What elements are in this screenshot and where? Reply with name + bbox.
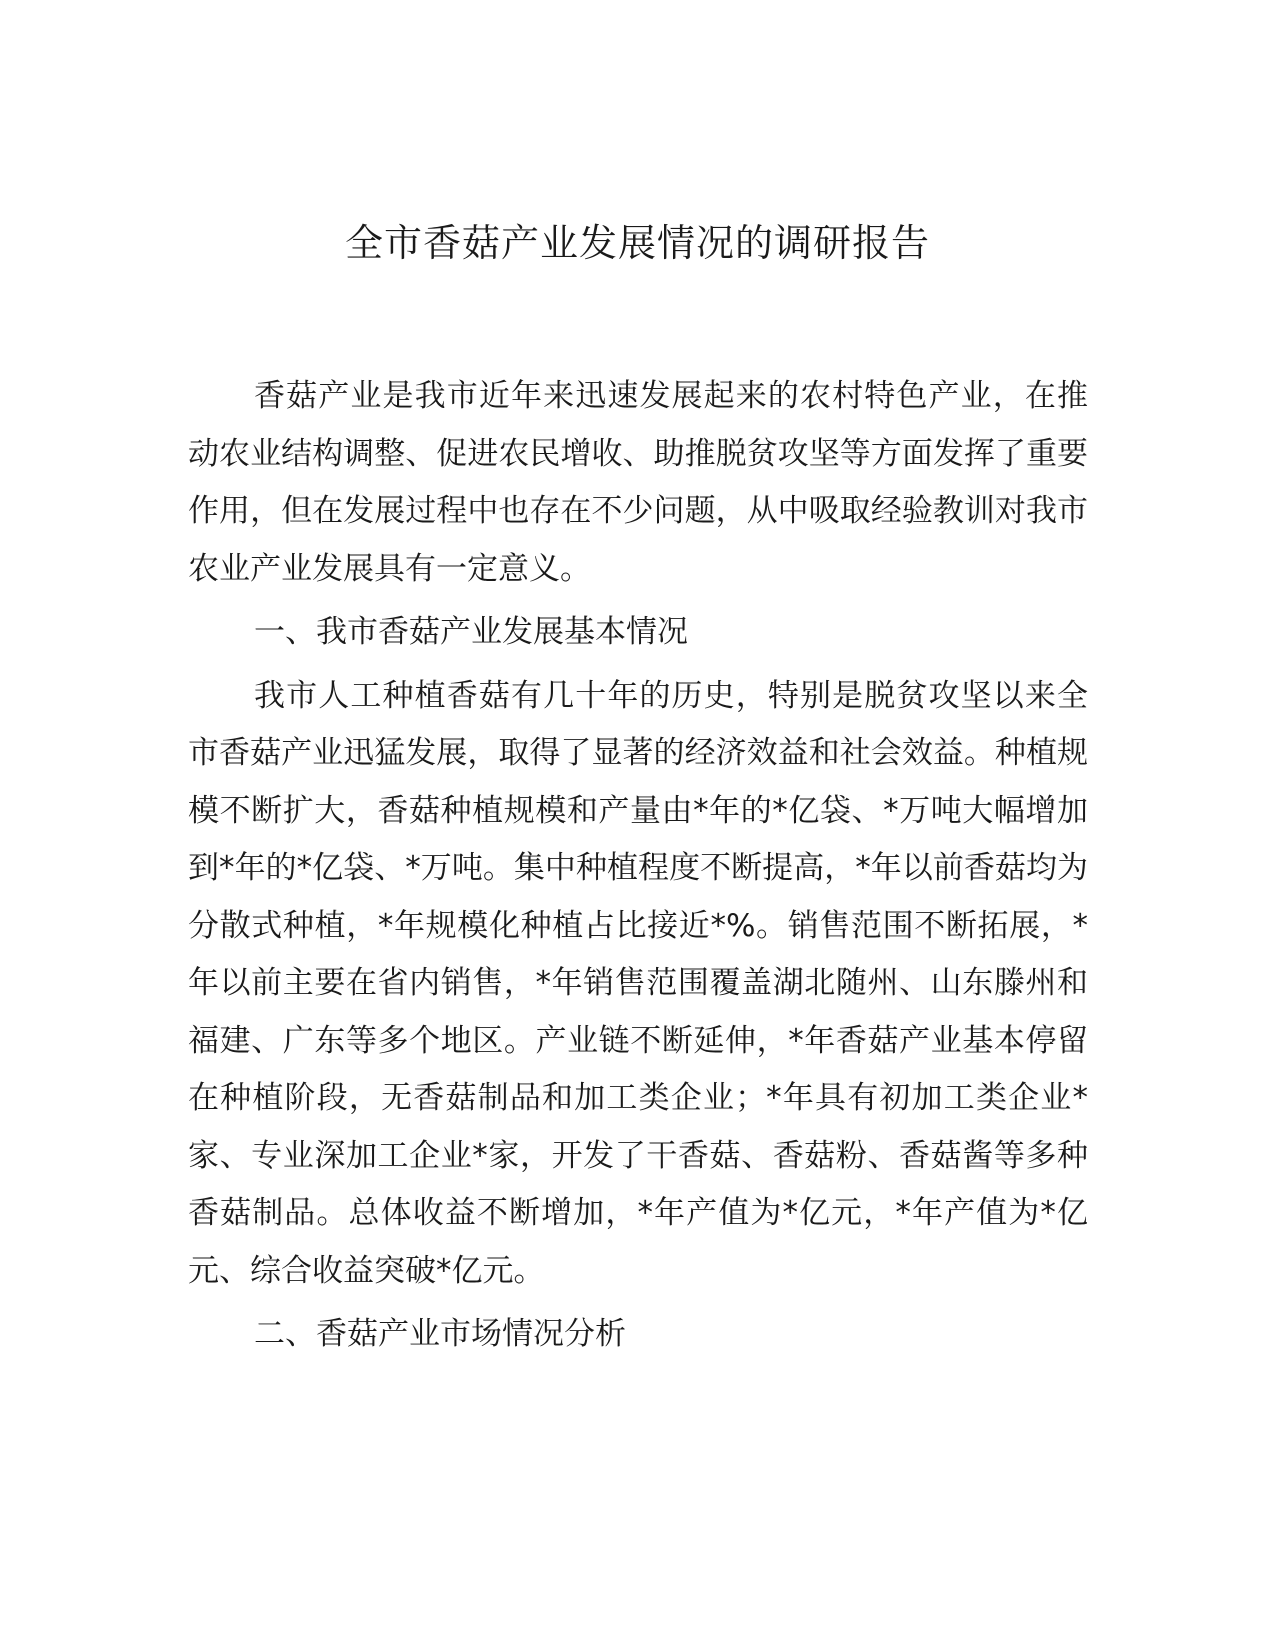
- section-1-paragraph: 我市人工种植香菇有几十年的历史，特别是脱贫攻坚以来全市香菇产业迅猛发展，取得了显著的经济效益和社会效益。种植规模不断扩大，香菇种植规模和产量由*年的*亿袋、*万吨大幅增加到*年的*亿袋、*万吨。集中种植程度不断提高，*年以前香菇均为分散式种植，*年规模化种植占比接近*%。销售范围不断拓展，*年以前主要在省内销售，*年销售范围覆盖湖北随州、山东滕州和福建、广东等多个地区。产业链不断延伸，*年香菇产业基本停留在种植阶段，无香菇制品和加工类企业；*年具有初加工类企业*家、专业深加工企业*家，开发了干香菇、香菇粉、香菇酱等多种香菇制品。总体收益不断增加，*年产值为*亿元，*年产值为*亿元、综合收益突破*亿元。: [188, 677, 1088, 1289]
- document-title: 全市香菇产业发展情况的调研报告: [344, 221, 930, 265]
- document-body: [188, 368, 1088, 1370]
- section-heading-1: 一、我市香菇产业发展基本情况: [254, 614, 688, 650]
- section-heading-2: 二、香菇产业市场情况分析: [254, 1316, 626, 1352]
- intro-paragraph: 香菇产业是我市近年来迅速发展起来的农村特色产业，在推动农业结构调整、促进农民增收、助推脱贫攻坚等方面发挥了重要作用，但在发展过程中也存在不少问题，从中吸取经验教训对我市农业产业发展具有一定意义。: [188, 378, 1088, 587]
